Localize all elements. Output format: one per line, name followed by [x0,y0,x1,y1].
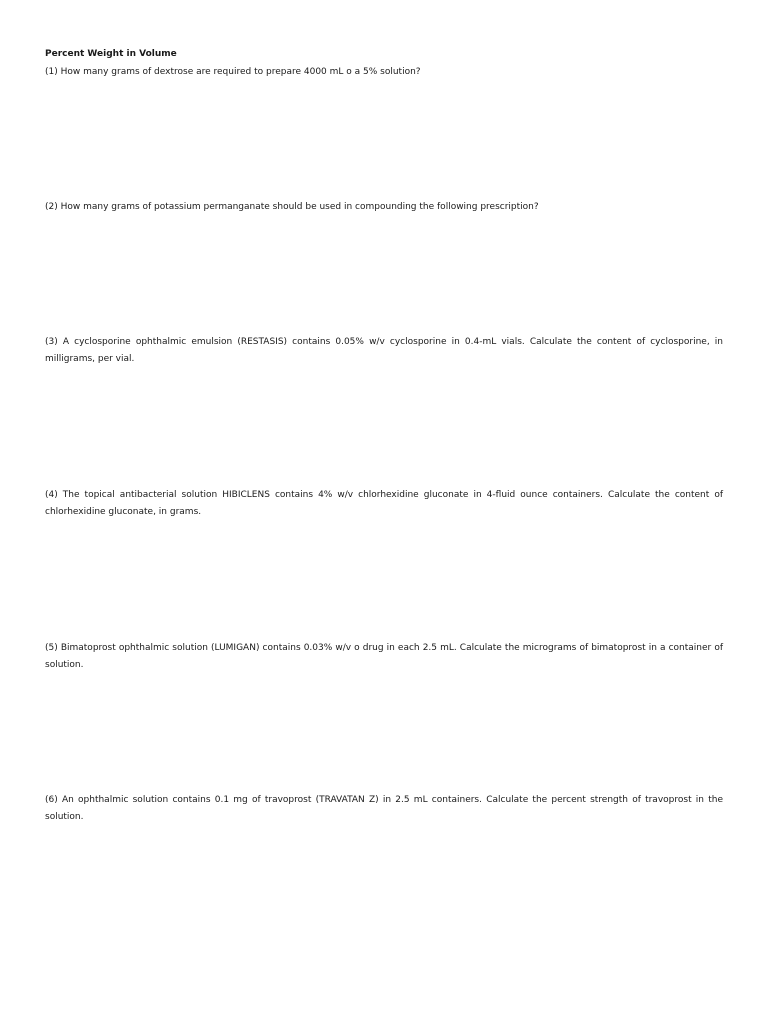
question-3: (3) A cyclosporine ophthalmic emulsion (RESTASIS) contains 0.05% w/v cyclosporine in 0.4-mL vials. Calculate the content of cyclosporine, in milligrams, per vial. [45,337,723,364]
question-4: (4) The topical antibacterial solution HIBICLENS contains 4% w/v chlorhexidine gluconate in 4-fluid ounce containers. Calculate the content of chlorhexidine gluconate, in grams. [45,490,723,517]
question-1: (1) How many grams of dextrose are required to prepare 4000 mL o a 5% solution? [45,67,421,77]
question-6: (6) An ophthalmic solution contains 0.1 mg of travoprost (TRAVATAN Z) in 2.5 mL containers. Calculate the percent strength of travoprost in the solution. [45,795,723,822]
question-2: (2) How many grams of potassium permanganate should be used in compounding the following prescription? [45,202,539,212]
question-5: (5) Bimatoprost ophthalmic solution (LUMIGAN) contains 0.03% w/v o drug in each 2.5 mL. Calculate the micrograms of bimatoprost in a container of solution. [45,643,723,670]
page-title: Percent Weight in Volume [45,49,177,59]
